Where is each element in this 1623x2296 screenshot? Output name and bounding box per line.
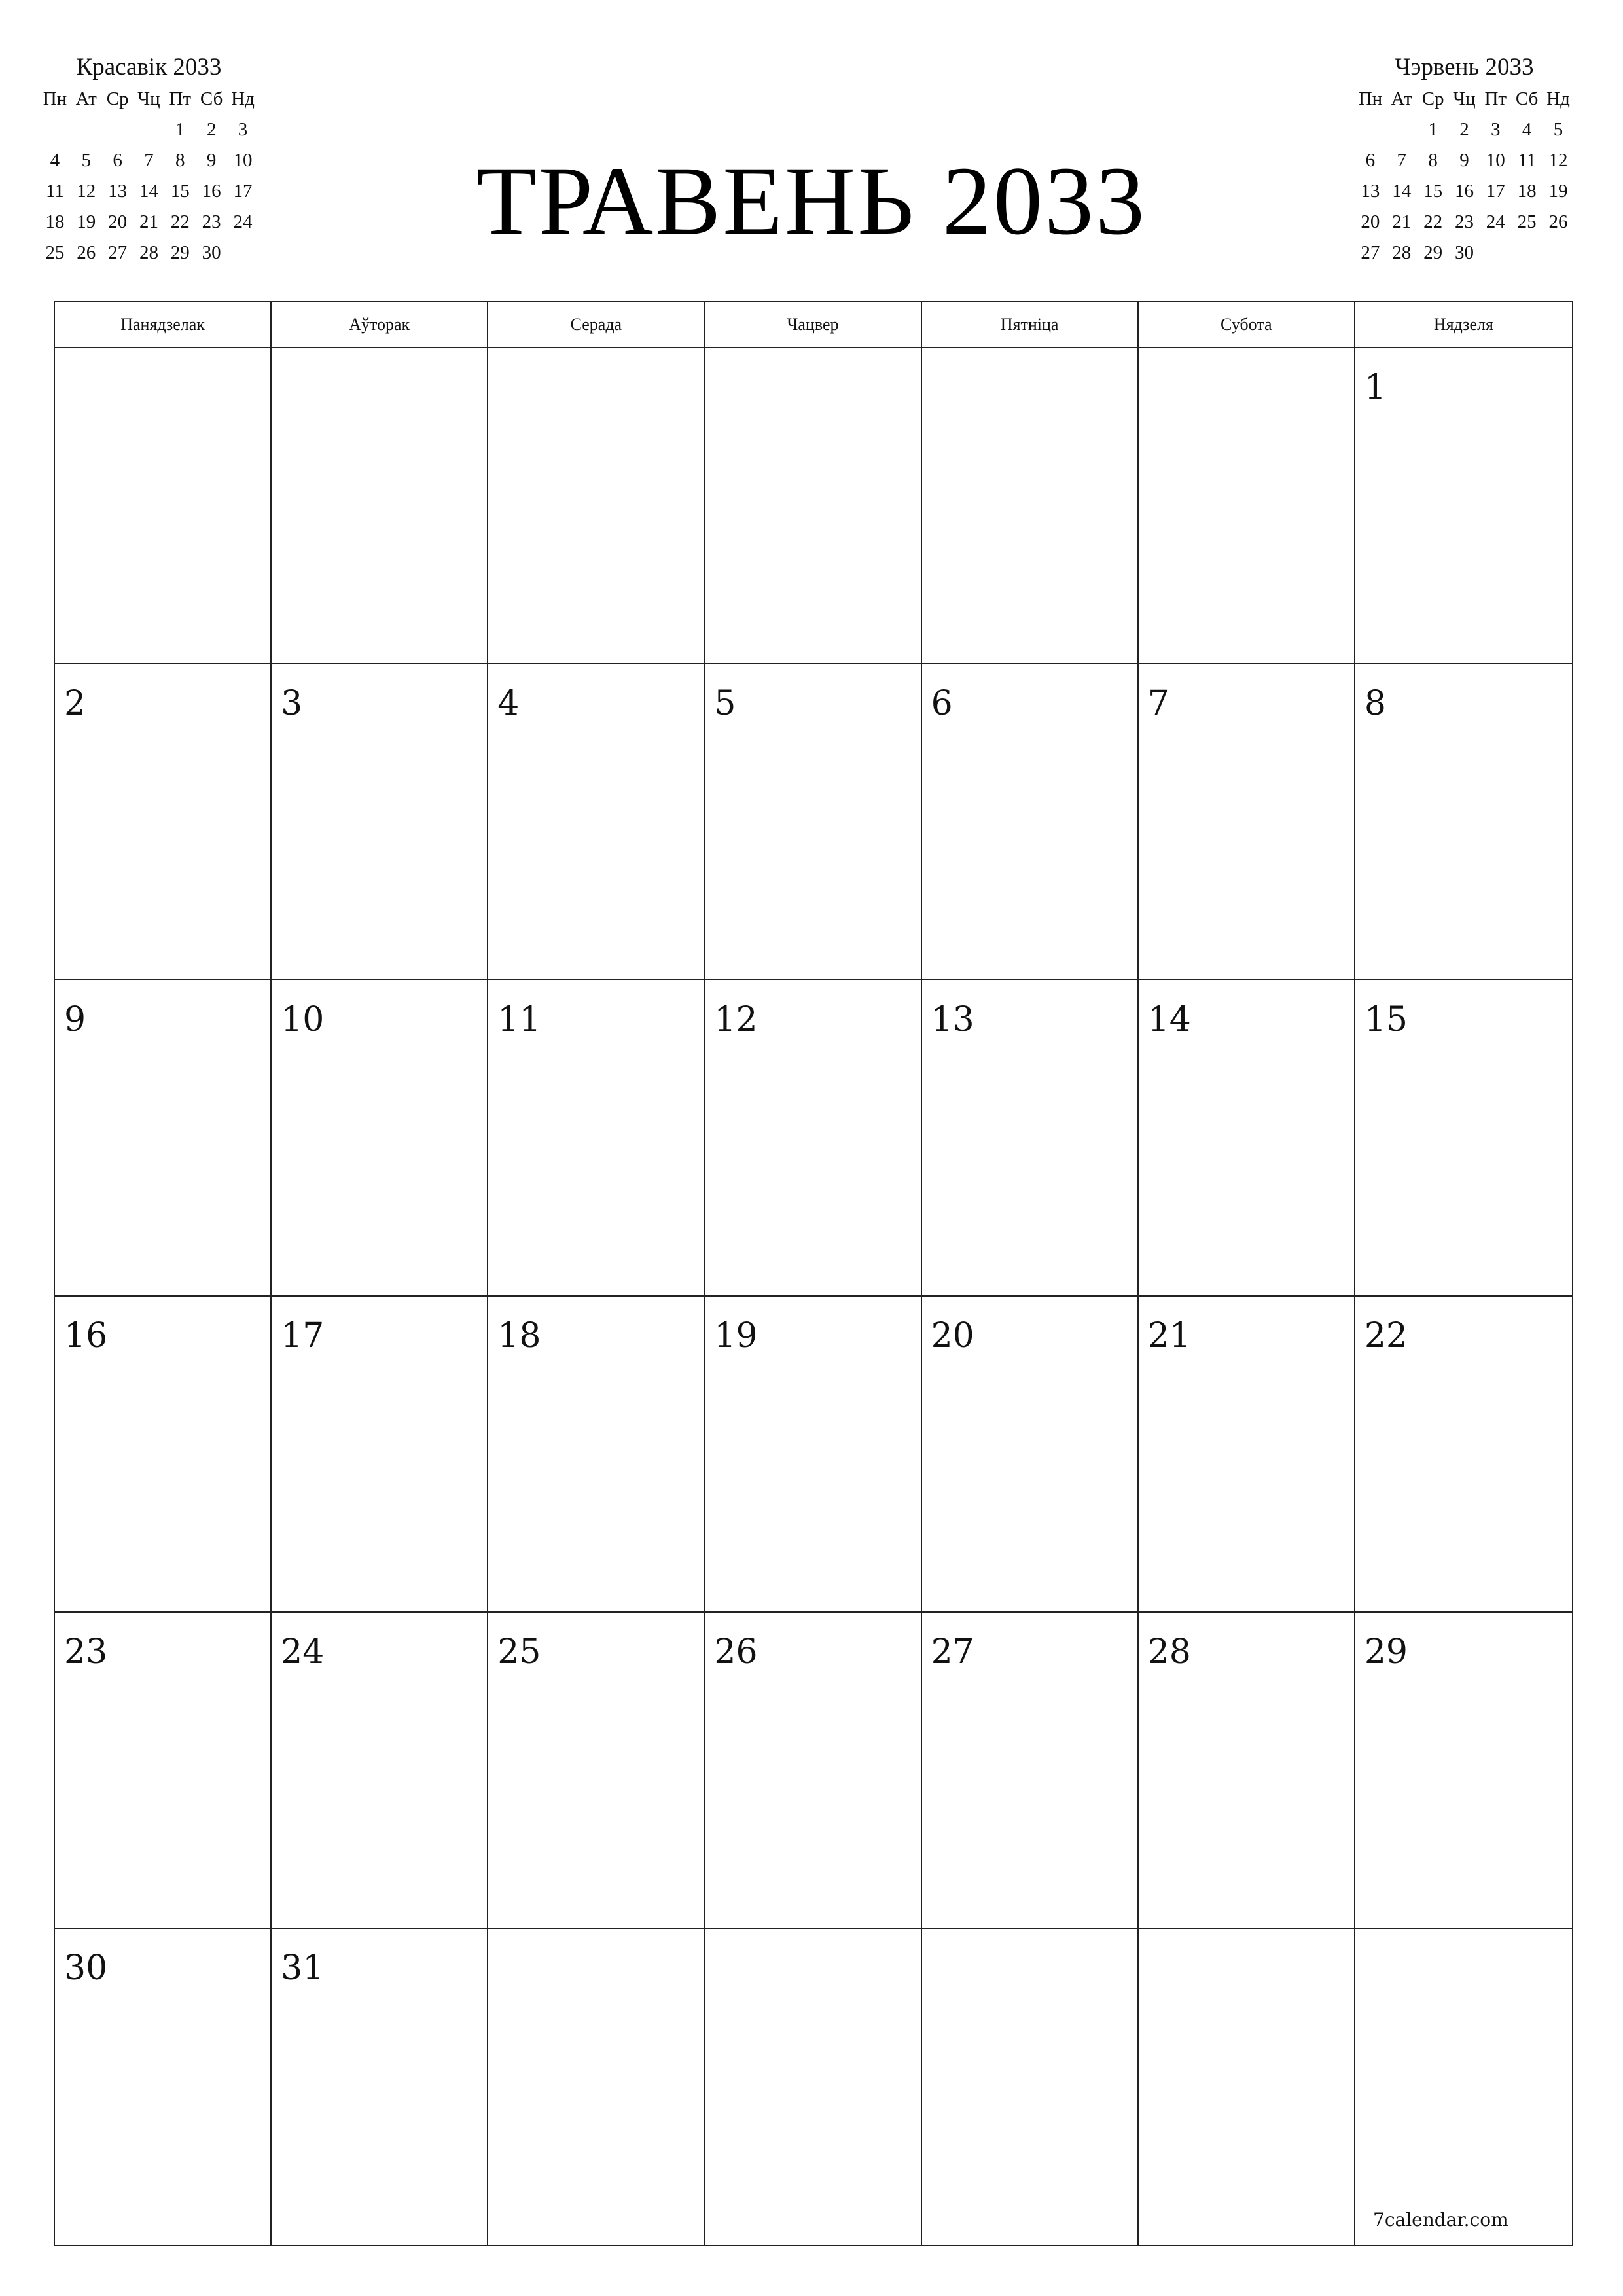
mini-day: 3 xyxy=(238,119,248,140)
mini-day: 13 xyxy=(108,181,128,202)
mini-day: 5 xyxy=(81,150,92,171)
mini-day xyxy=(1511,238,1543,268)
mini-day: 22 xyxy=(170,211,190,232)
mini-week-row xyxy=(1355,176,1574,207)
day-number: 19 xyxy=(714,1316,758,1355)
day-cell[interactable] xyxy=(922,1613,1139,1929)
mini-weekday: Пн xyxy=(43,88,67,109)
day-number: 25 xyxy=(497,1632,541,1672)
day-cell[interactable] xyxy=(1139,980,1355,1297)
mini-day: 6 xyxy=(1365,150,1376,171)
day-number: 20 xyxy=(931,1316,974,1355)
weekday-header-monday: Панядзелак xyxy=(55,302,272,348)
mini-day: 7 xyxy=(1397,150,1407,171)
mini-day: 27 xyxy=(1361,242,1380,263)
mini-day: 17 xyxy=(233,181,253,202)
day-number: 24 xyxy=(281,1632,325,1672)
mini-weekday: Нд xyxy=(231,88,255,109)
footer-site-credit: 7calendar.com xyxy=(1373,2209,1508,2231)
day-cell[interactable] xyxy=(705,664,921,980)
mini-day: 7 xyxy=(144,150,154,171)
day-cell[interactable] xyxy=(922,664,1139,980)
day-cell[interactable] xyxy=(488,980,705,1297)
mini-week-row xyxy=(39,115,259,145)
mini-calendar-title: Красавік 2033 xyxy=(76,54,222,81)
mini-day: 27 xyxy=(108,242,128,263)
mini-weekday: Чц xyxy=(1453,88,1476,109)
day-number: 22 xyxy=(1364,1316,1408,1355)
mini-day: 23 xyxy=(1454,211,1474,232)
mini-day xyxy=(1386,115,1418,145)
month-grid xyxy=(54,301,1573,2246)
mini-week-row xyxy=(1355,115,1574,145)
day-number: 16 xyxy=(64,1316,108,1355)
mini-day: 30 xyxy=(1454,242,1474,263)
mini-day: 30 xyxy=(202,242,221,263)
mini-day: 10 xyxy=(233,150,253,171)
mini-day: 3 xyxy=(1491,119,1501,140)
mini-day: 14 xyxy=(1392,181,1412,202)
day-cell[interactable] xyxy=(488,348,705,664)
mini-weekday: Нд xyxy=(1546,88,1570,109)
mini-day: 23 xyxy=(202,211,221,232)
mini-day: 20 xyxy=(108,211,128,232)
mini-day: 2 xyxy=(206,119,217,140)
mini-weekday: Ат xyxy=(75,88,97,109)
mini-weekday: Сб xyxy=(200,88,223,109)
day-cell[interactable] xyxy=(55,1929,272,2245)
mini-day: 5 xyxy=(1553,119,1563,140)
day-number: 15 xyxy=(1364,1000,1408,1039)
day-cell[interactable] xyxy=(705,980,921,1297)
mini-calendar-title: Чэрвень 2033 xyxy=(1395,54,1534,81)
day-cell[interactable] xyxy=(272,348,488,664)
day-cell[interactable] xyxy=(1355,1297,1572,1613)
mini-week-row xyxy=(1355,238,1574,268)
day-number: 21 xyxy=(1147,1316,1191,1355)
mini-weekday: Ат xyxy=(1391,88,1412,109)
day-number: 18 xyxy=(497,1316,541,1355)
mini-day: 18 xyxy=(45,211,65,232)
day-cell[interactable] xyxy=(1355,1929,1572,2245)
day-number: 23 xyxy=(64,1632,108,1672)
mini-day: 10 xyxy=(1486,150,1505,171)
mini-day: 25 xyxy=(45,242,65,263)
day-number: 27 xyxy=(931,1632,974,1672)
day-number: 6 xyxy=(931,684,953,723)
day-cell[interactable] xyxy=(922,980,1139,1297)
mini-day: 22 xyxy=(1423,211,1443,232)
mini-day: 20 xyxy=(1361,211,1380,232)
day-cell[interactable] xyxy=(1355,1613,1572,1929)
mini-day: 24 xyxy=(1486,211,1505,232)
mini-weekday: Пт xyxy=(169,88,192,109)
mini-weekday: Ср xyxy=(1421,88,1444,109)
day-cell[interactable] xyxy=(705,1929,921,2245)
mini-weekday: Пн xyxy=(1358,88,1383,109)
day-number: 9 xyxy=(64,1000,86,1039)
mini-week-row xyxy=(39,207,259,238)
day-cell[interactable] xyxy=(1139,348,1355,664)
mini-day: 11 xyxy=(1518,150,1537,171)
mini-day: 28 xyxy=(1392,242,1412,263)
mini-day: 4 xyxy=(50,150,60,171)
mini-day: 12 xyxy=(77,181,96,202)
day-number: 11 xyxy=(497,1000,541,1039)
mini-week-row xyxy=(1355,145,1574,176)
day-number: 2 xyxy=(64,684,86,723)
day-cell[interactable] xyxy=(55,1297,272,1613)
mini-day: 25 xyxy=(1517,211,1537,232)
weekday-header-thursday: Чацвер xyxy=(705,302,921,348)
day-number: 7 xyxy=(1147,684,1169,723)
day-number: 13 xyxy=(931,1000,974,1039)
mini-day xyxy=(134,115,165,145)
mini-day: 2 xyxy=(1459,119,1469,140)
mini-day: 12 xyxy=(1548,150,1568,171)
weekday-header-friday: Пятніца xyxy=(922,302,1139,348)
day-cell[interactable] xyxy=(705,1297,921,1613)
day-cell[interactable] xyxy=(922,1297,1139,1613)
day-cell[interactable] xyxy=(1355,664,1572,980)
day-cell[interactable] xyxy=(922,348,1139,664)
mini-day: 21 xyxy=(139,211,158,232)
mini-day: 15 xyxy=(170,181,190,202)
mini-day xyxy=(227,238,259,268)
mini-day: 15 xyxy=(1423,181,1443,202)
day-number: 5 xyxy=(714,684,736,723)
mini-day: 4 xyxy=(1522,119,1532,140)
day-number: 31 xyxy=(281,1948,325,1988)
day-cell[interactable] xyxy=(272,664,488,980)
mini-day: 11 xyxy=(45,181,64,202)
day-cell[interactable] xyxy=(1139,664,1355,980)
page-title: ТРАВЕНЬ 2033 xyxy=(476,147,1147,255)
mini-day: 21 xyxy=(1392,211,1412,232)
day-number: 4 xyxy=(497,684,520,723)
mini-day: 14 xyxy=(139,181,158,202)
mini-day xyxy=(102,115,134,145)
mini-day: 26 xyxy=(77,242,96,263)
day-number: 29 xyxy=(1364,1632,1408,1672)
mini-day: 28 xyxy=(139,242,158,263)
mini-weekday-row xyxy=(1355,84,1574,115)
day-cell[interactable] xyxy=(1139,1297,1355,1613)
day-number: 12 xyxy=(714,1000,758,1039)
day-cell[interactable] xyxy=(55,1613,272,1929)
mini-day: 9 xyxy=(206,150,217,171)
mini-day: 29 xyxy=(170,242,190,263)
day-number: 26 xyxy=(714,1632,758,1672)
day-number: 17 xyxy=(281,1316,325,1355)
mini-day: 29 xyxy=(1423,242,1443,263)
mini-day xyxy=(71,115,102,145)
day-cell[interactable] xyxy=(705,348,921,664)
day-cell[interactable] xyxy=(55,348,272,664)
mini-weekday: Сб xyxy=(1515,88,1539,109)
mini-day: 19 xyxy=(1548,181,1568,202)
mini-day: 1 xyxy=(1428,119,1438,140)
mini-calendar-previous-month xyxy=(39,51,259,268)
day-number: 28 xyxy=(1147,1632,1191,1672)
day-cell[interactable] xyxy=(488,664,705,980)
mini-week-row xyxy=(1355,207,1574,238)
mini-day: 6 xyxy=(113,150,122,171)
mini-day: 26 xyxy=(1548,211,1568,232)
weekday-header-wednesday: Серада xyxy=(488,302,705,348)
mini-day: 1 xyxy=(175,119,185,140)
day-cell[interactable] xyxy=(1355,980,1572,1297)
day-number: 3 xyxy=(281,684,303,723)
mini-day xyxy=(1355,115,1386,145)
mini-day: 13 xyxy=(1361,181,1380,202)
mini-weekday: Чц xyxy=(137,88,160,109)
day-number: 1 xyxy=(1364,368,1386,407)
mini-day: 8 xyxy=(175,150,185,171)
mini-day xyxy=(1543,238,1574,268)
mini-week-row xyxy=(39,176,259,207)
day-cell[interactable] xyxy=(488,1613,705,1929)
day-number: 14 xyxy=(1147,1000,1191,1039)
day-cell[interactable] xyxy=(922,1929,1139,2245)
mini-week-row xyxy=(39,145,259,176)
mini-day: 24 xyxy=(233,211,253,232)
mini-day: 18 xyxy=(1517,181,1537,202)
mini-day: 19 xyxy=(77,211,96,232)
mini-day: 9 xyxy=(1459,150,1469,171)
mini-week-row xyxy=(39,238,259,268)
day-cell[interactable] xyxy=(272,1929,488,2245)
day-number: 30 xyxy=(64,1948,108,1988)
mini-weekday-row xyxy=(39,84,259,115)
mini-calendar-table xyxy=(39,84,259,268)
day-cell[interactable] xyxy=(272,1613,488,1929)
day-cell[interactable] xyxy=(488,1297,705,1613)
weekday-header-sunday: Нядзеля xyxy=(1355,302,1572,348)
mini-day: 17 xyxy=(1486,181,1505,202)
day-cell[interactable] xyxy=(488,1929,705,2245)
day-cell[interactable] xyxy=(55,664,272,980)
day-cell[interactable] xyxy=(1355,348,1572,664)
mini-day: 8 xyxy=(1428,150,1438,171)
day-number: 8 xyxy=(1364,684,1386,723)
mini-calendar-table xyxy=(1355,84,1574,268)
mini-day: 16 xyxy=(202,181,221,202)
day-cell[interactable] xyxy=(1139,1613,1355,1929)
day-number: 10 xyxy=(281,1000,325,1039)
mini-day xyxy=(39,115,71,145)
day-cell[interactable] xyxy=(272,980,488,1297)
day-cell[interactable] xyxy=(1139,1929,1355,2245)
day-cell[interactable] xyxy=(705,1613,921,1929)
mini-weekday: Пт xyxy=(1484,88,1507,109)
day-cell[interactable] xyxy=(55,980,272,1297)
day-cell[interactable] xyxy=(272,1297,488,1613)
mini-weekday: Ср xyxy=(106,88,129,109)
mini-day: 16 xyxy=(1454,181,1474,202)
weekday-header-tuesday: Аўторак xyxy=(272,302,488,348)
mini-day xyxy=(1480,238,1511,268)
weekday-header-saturday: Субота xyxy=(1139,302,1355,348)
mini-calendar-next-month xyxy=(1355,51,1574,268)
